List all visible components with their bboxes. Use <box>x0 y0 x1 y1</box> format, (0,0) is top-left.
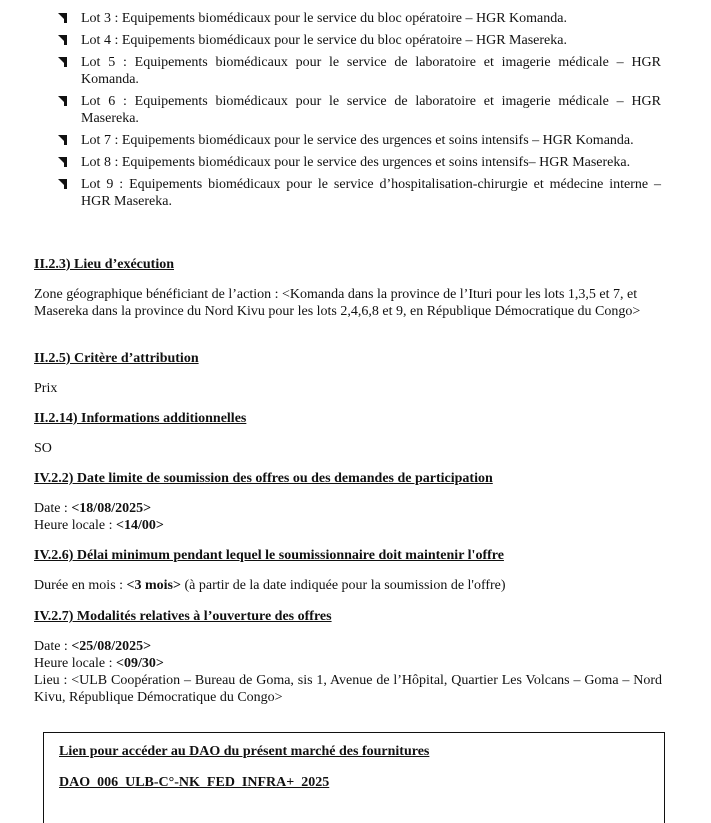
critere-text: Prix <box>34 381 58 396</box>
dao-box-title: Lien pour accéder au DAO du présent marché des fournitures <box>59 744 430 759</box>
lot-text: Lot 4 : Equipements biomédicaux pour le service du bloc opératoire – HGR Masereka. <box>81 33 567 48</box>
heading-lieu-execution: II.2.3) Lieu d’exécution <box>34 257 174 272</box>
heure-label: Heure locale : <box>34 518 117 533</box>
heading-date-limite: IV.2.2) Date limite de soumission des offres ou des demandes de participation <box>34 471 493 486</box>
date-limite-heure <box>34 517 664 534</box>
delai-value: <3 mois> <box>126 578 181 593</box>
list-item <box>56 176 661 210</box>
ouverture-lieu: Lieu : <ULB Coopération – Bureau de Goma, sis 1, Avenue de l’Hôpital, Quartier Les Volcans – Goma – Nord Kivu, République Démocratique du Congo> <box>34 673 662 705</box>
arrow-bullet-icon <box>58 57 66 65</box>
dao-link[interactable]: DAO_006_ULB-C°-NK_FED_INFRA+_2025 <box>59 775 330 790</box>
heading-ouverture-offres: IV.2.7) Modalités relatives à l’ouverture des offres <box>34 609 332 624</box>
arrow-bullet-icon <box>58 35 66 43</box>
date-value: <25/08/2025> <box>71 639 152 654</box>
delai-suffix: (à partir de la date indiquée pour la soumission de l'offre) <box>181 578 506 593</box>
lot-text: Lot 6 : Equipements biomédicaux pour le service de laboratoire et imagerie médicale – HGR Masereka. <box>81 94 661 126</box>
list-item <box>56 132 661 149</box>
ouverture-date <box>34 638 664 655</box>
ouverture-heure <box>34 655 664 672</box>
date-label: Date : <box>34 639 72 654</box>
delai-label: Durée en mois : <box>34 578 127 593</box>
heading-delai-minimum: IV.2.6) Délai minimum pendant lequel le soumissionnaire doit maintenir l'offre <box>34 548 504 563</box>
delai-text <box>34 577 664 594</box>
heure-value: <14/00> <box>116 518 164 533</box>
heure-label: Heure locale : <box>34 656 117 671</box>
list-item <box>56 154 661 171</box>
heure-value: <09/30> <box>116 656 164 671</box>
lot-text: Lot 7 : Equipements biomédicaux pour le service des urgences et soins intensifs – HGR Komanda. <box>81 133 634 148</box>
lot-list <box>56 10 661 215</box>
infos-text: SO <box>34 441 52 456</box>
list-item <box>56 10 661 27</box>
date-limite-date <box>34 500 664 517</box>
arrow-bullet-icon <box>58 157 66 165</box>
list-item <box>56 54 661 88</box>
list-item <box>56 93 661 127</box>
lot-text: Lot 5 : Equipements biomédicaux pour le service de laboratoire et imagerie médicale – HGR Komanda. <box>81 55 661 87</box>
dao-link-box <box>43 732 665 823</box>
lot-text: Lot 9 : Equipements biomédicaux pour le service d’hospitalisation-chirurgie et médecine interne – HGR Masereka. <box>81 177 661 209</box>
arrow-bullet-icon <box>58 13 66 21</box>
lieu-text: Zone géographique bénéficiant de l’action : <Komanda dans la province de l’Ituri pour les lots 1,3,5 et 7, et Masereka dans la province du Nord Kivu pour les lots 2,4,6,8 et 9, en République Démocratique du Congo> <box>34 287 641 319</box>
list-item <box>56 32 661 49</box>
lot-text: Lot 3 : Equipements biomédicaux pour le service du bloc opératoire – HGR Komanda. <box>81 11 567 26</box>
heading-critere-attribution: II.2.5) Critère d’attribution <box>34 351 199 366</box>
lot-text: Lot 8 : Equipements biomédicaux pour le service des urgences et soins intensifs– HGR Masereka. <box>81 155 631 170</box>
arrow-bullet-icon <box>58 96 66 104</box>
heading-informations-additionnelles: II.2.14) Informations additionnelles <box>34 411 247 426</box>
arrow-bullet-icon <box>58 179 66 187</box>
date-label: Date : <box>34 501 72 516</box>
date-value: <18/08/2025> <box>71 501 152 516</box>
arrow-bullet-icon <box>58 135 66 143</box>
